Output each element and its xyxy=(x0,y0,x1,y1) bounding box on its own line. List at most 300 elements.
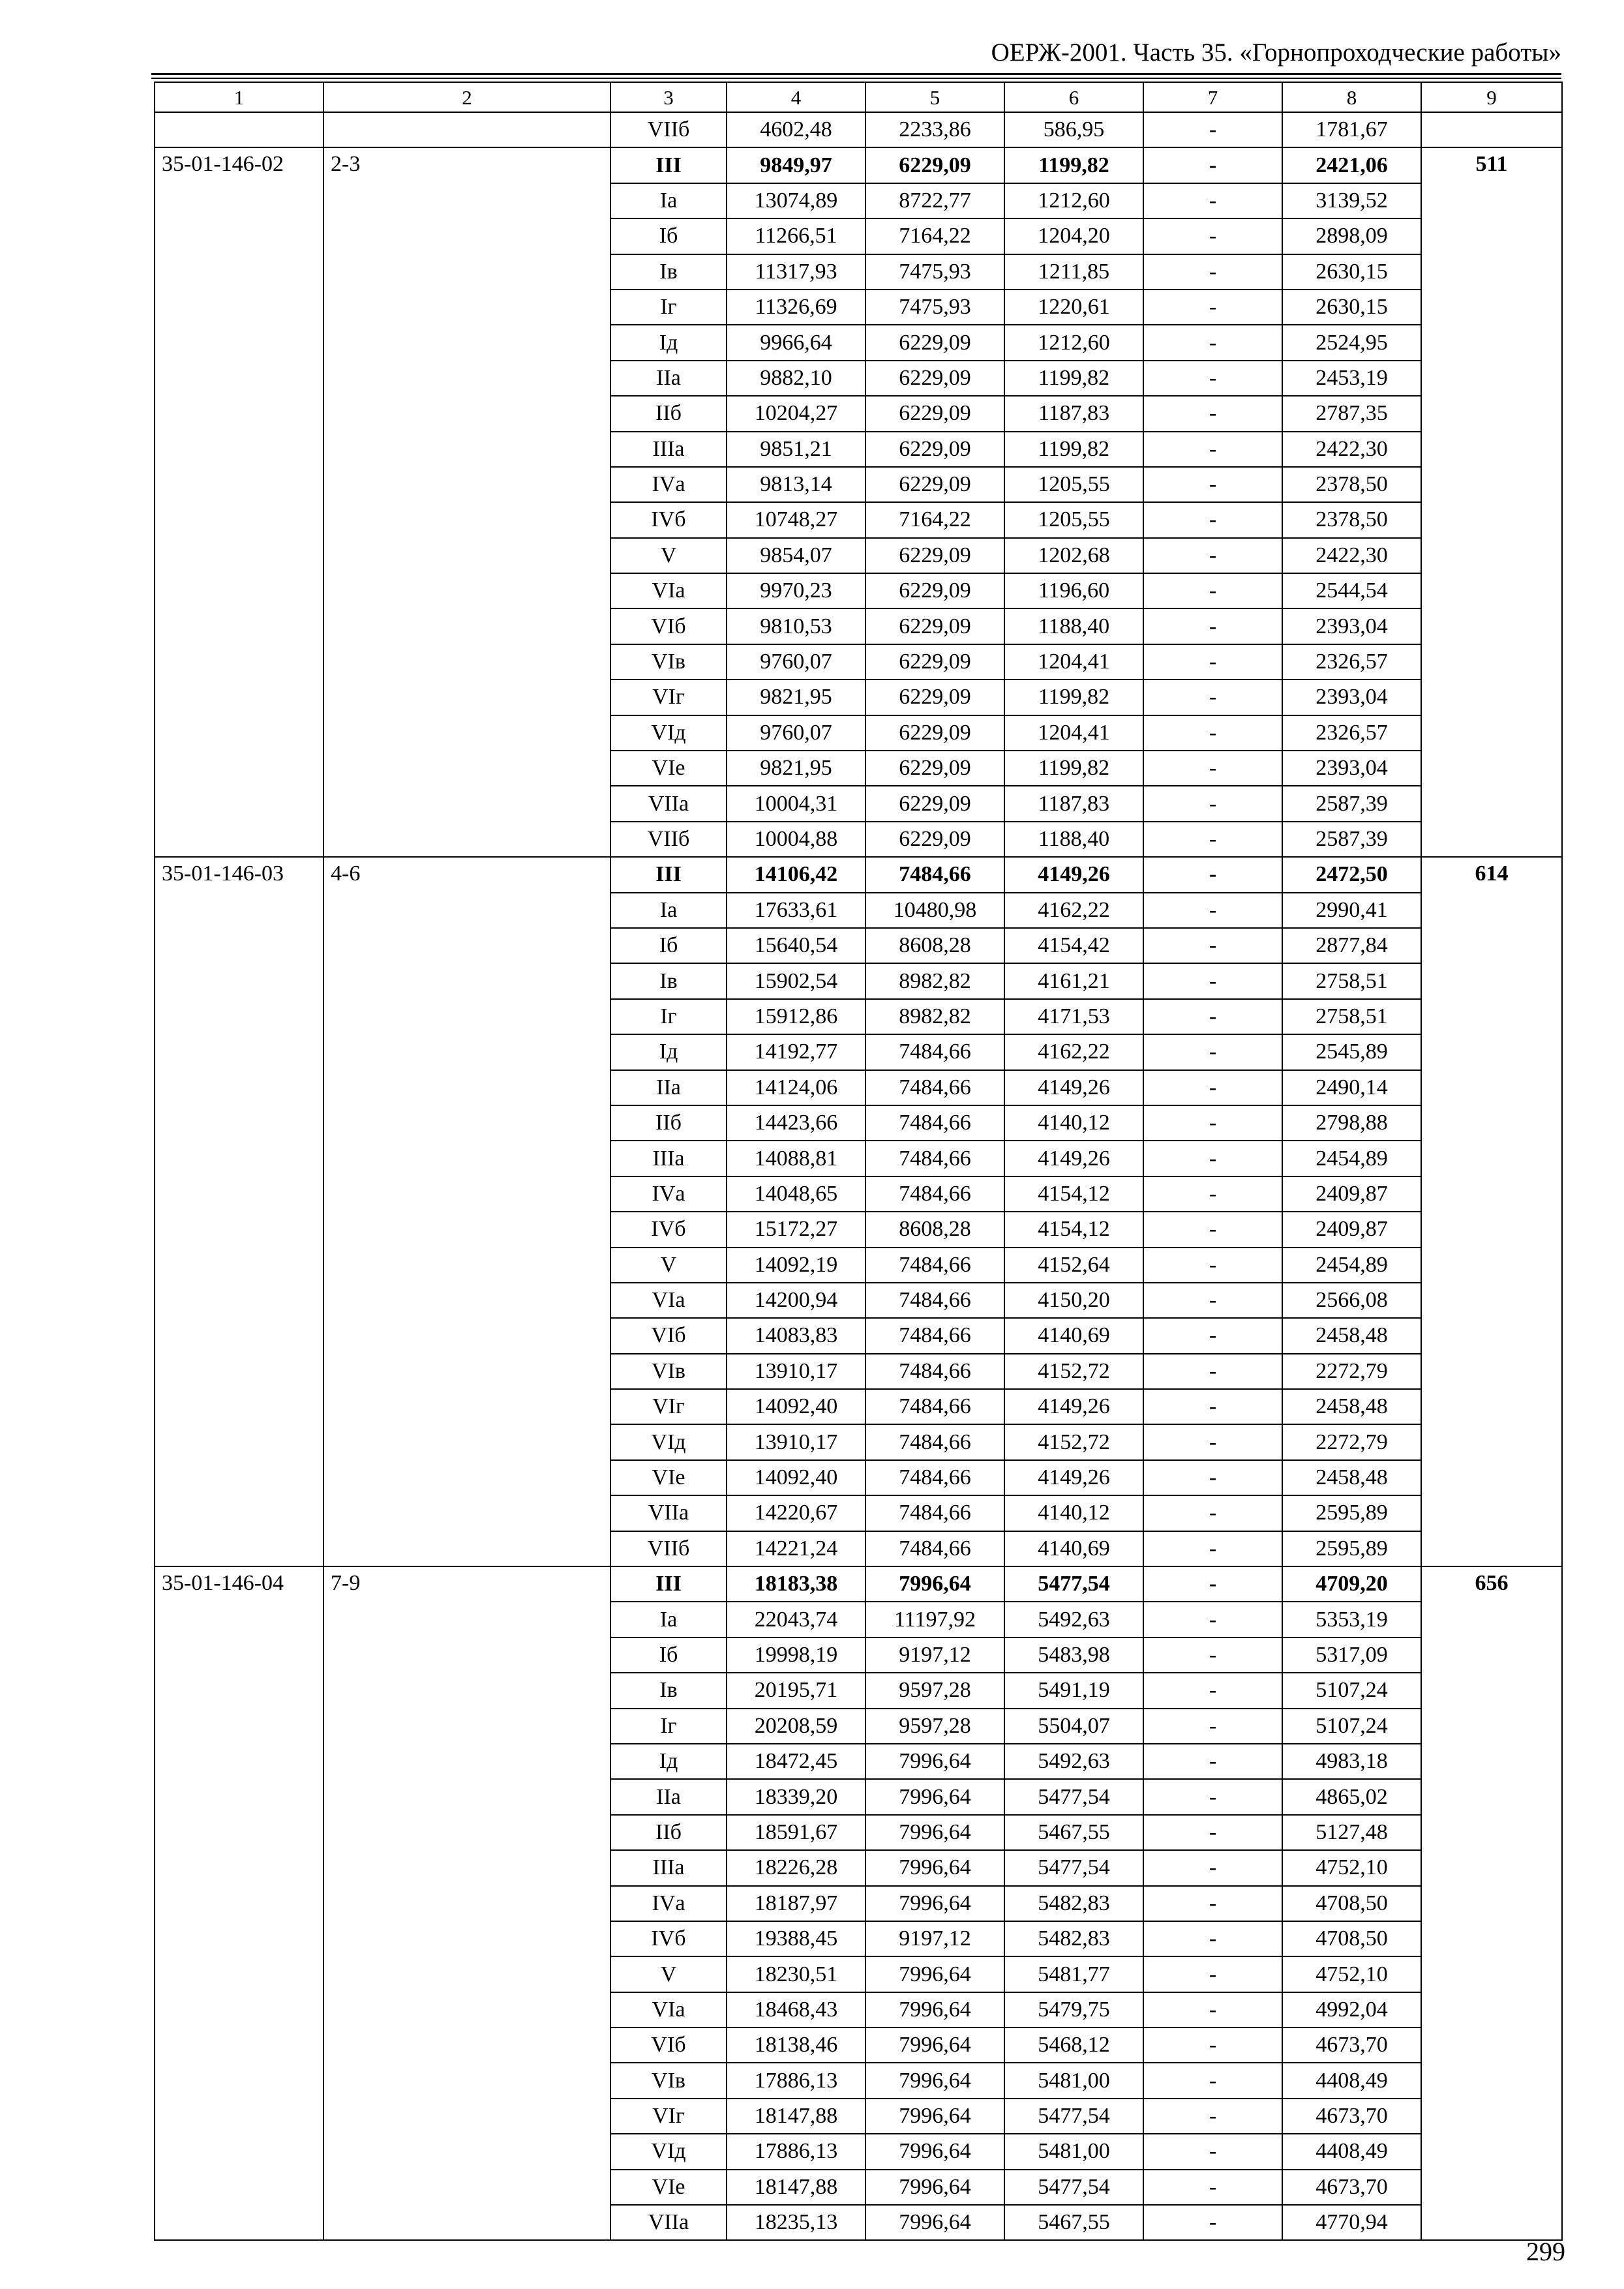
value-cell: VIIа xyxy=(610,786,727,821)
value-cell: 1188,40 xyxy=(1004,822,1143,857)
value-cell: 7484,66 xyxy=(865,1495,1004,1531)
value-cell: IIIа xyxy=(610,432,727,467)
value-cell: - xyxy=(1143,608,1282,644)
value-cell: 2422,30 xyxy=(1282,538,1421,573)
value-cell: 2472,50 xyxy=(1282,857,1421,892)
value-cell: 7484,66 xyxy=(865,1070,1004,1105)
value-cell: 1204,41 xyxy=(1004,644,1143,680)
value-cell: 14106,42 xyxy=(727,857,865,892)
value-cell: 2409,87 xyxy=(1282,1176,1421,1212)
value-cell: 7484,66 xyxy=(865,1460,1004,1495)
value-cell: 7475,93 xyxy=(865,290,1004,325)
column-number: 8 xyxy=(1282,82,1421,112)
value-cell: 2378,50 xyxy=(1282,502,1421,537)
value-cell: 15172,27 xyxy=(727,1212,865,1247)
value-cell: 1204,41 xyxy=(1004,715,1143,751)
value-cell: - xyxy=(1143,1673,1282,1708)
value-cell: VIIа xyxy=(610,1495,727,1531)
value-cell: 2595,89 xyxy=(1282,1495,1421,1531)
value-cell: VIд xyxy=(610,2134,727,2169)
value-cell: VIе xyxy=(610,751,727,786)
column-number: 9 xyxy=(1421,82,1562,112)
value-cell: 8608,28 xyxy=(865,928,1004,963)
value-cell: 9197,12 xyxy=(865,1638,1004,1673)
value-cell: 5477,54 xyxy=(1004,1850,1143,1885)
value-cell: 18147,88 xyxy=(727,2170,865,2205)
value-cell: 5481,77 xyxy=(1004,1956,1143,1992)
value-cell: 20195,71 xyxy=(727,1673,865,1708)
value-cell: - xyxy=(1143,147,1282,183)
value-cell: 4408,49 xyxy=(1282,2063,1421,2098)
value-cell: 7996,64 xyxy=(865,1815,1004,1850)
column-number: 2 xyxy=(323,82,610,112)
value-cell: - xyxy=(1143,822,1282,857)
value-cell: 14200,94 xyxy=(727,1283,865,1318)
value-cell: 5467,55 xyxy=(1004,2205,1143,2240)
value-cell: 13910,17 xyxy=(727,1354,865,1389)
value-cell: 1199,82 xyxy=(1004,751,1143,786)
value-cell: 14423,66 xyxy=(727,1105,865,1141)
value-cell: VIIб xyxy=(610,1531,727,1566)
value-cell: - xyxy=(1143,183,1282,218)
value-cell: Iб xyxy=(610,1638,727,1673)
value-cell: 6229,09 xyxy=(865,822,1004,857)
value-cell: IVб xyxy=(610,1921,727,1956)
value-cell: IIа xyxy=(610,1070,727,1105)
value-cell: 4673,70 xyxy=(1282,2099,1421,2134)
value-cell: 18147,88 xyxy=(727,2099,865,2134)
value-cell: 1212,60 xyxy=(1004,325,1143,360)
value-cell: 6229,09 xyxy=(865,467,1004,502)
value-cell: 11266,51 xyxy=(727,218,865,254)
column-number: 6 xyxy=(1004,82,1143,112)
value-cell: 9760,07 xyxy=(727,644,865,680)
value-cell: 7484,66 xyxy=(865,1105,1004,1141)
value-cell: 7484,66 xyxy=(865,1283,1004,1318)
value-cell: - xyxy=(1143,538,1282,573)
value-cell: - xyxy=(1143,1389,1282,1424)
value-cell: 2409,87 xyxy=(1282,1212,1421,1247)
value-cell: - xyxy=(1143,290,1282,325)
value-cell: 5467,55 xyxy=(1004,1815,1143,1850)
value-cell: - xyxy=(1143,502,1282,537)
value-cell: 1220,61 xyxy=(1004,290,1143,325)
value-cell: 7484,66 xyxy=(865,1176,1004,1212)
column-number: 4 xyxy=(727,82,865,112)
value-cell: 7484,66 xyxy=(865,1141,1004,1176)
value-cell: 2454,89 xyxy=(1282,1248,1421,1283)
value-cell: 1202,68 xyxy=(1004,538,1143,573)
value-cell: 2422,30 xyxy=(1282,432,1421,467)
value-cell: - xyxy=(1143,1460,1282,1495)
rate-code: 35-01-146-04 xyxy=(155,1566,323,2240)
value-cell: 2421,06 xyxy=(1282,147,1421,183)
value-cell: V xyxy=(610,1956,727,1992)
value-cell: 4149,26 xyxy=(1004,1460,1143,1495)
value-cell: 2393,04 xyxy=(1282,751,1421,786)
rate-code: 35-01-146-03 xyxy=(155,857,323,1566)
value-cell: 2787,35 xyxy=(1282,396,1421,431)
value-cell: 9849,97 xyxy=(727,147,865,183)
value-cell: - xyxy=(1143,751,1282,786)
group-range: 4-6 xyxy=(323,857,610,1566)
value-cell: 7164,22 xyxy=(865,502,1004,537)
header-rule-thin xyxy=(151,78,1561,79)
value-cell: 6229,09 xyxy=(865,538,1004,573)
value-cell: 14092,40 xyxy=(727,1389,865,1424)
value-cell: VIа xyxy=(610,1992,727,2027)
rate-code: 35-01-146-02 xyxy=(155,147,323,857)
value-cell: 7996,64 xyxy=(865,1886,1004,1921)
value-cell: IVб xyxy=(610,502,727,537)
value-cell: - xyxy=(1143,644,1282,680)
value-cell: 5481,00 xyxy=(1004,2134,1143,2169)
value-cell: 18226,28 xyxy=(727,1850,865,1885)
value-cell: 2272,79 xyxy=(1282,1424,1421,1459)
value-cell: - xyxy=(1143,2027,1282,2063)
value-cell: Iб xyxy=(610,218,727,254)
value-cell: 14088,81 xyxy=(727,1141,865,1176)
value-cell: 2458,48 xyxy=(1282,1389,1421,1424)
value-cell: - xyxy=(1143,893,1282,928)
value-cell: 11326,69 xyxy=(727,290,865,325)
value-cell: 2393,04 xyxy=(1282,608,1421,644)
value-cell: IVа xyxy=(610,467,727,502)
value-cell: - xyxy=(1143,1566,1282,1602)
value-cell: 2877,84 xyxy=(1282,928,1421,963)
table-row xyxy=(155,112,1562,147)
value-cell: 4708,50 xyxy=(1282,1886,1421,1921)
value-cell: 7484,66 xyxy=(865,1248,1004,1283)
col9-value: 656 xyxy=(1421,1566,1562,2240)
value-cell: - xyxy=(1143,1886,1282,1921)
value-cell: IVа xyxy=(610,1176,727,1212)
value-cell: 7484,66 xyxy=(865,1318,1004,1353)
value-cell: 9966,64 xyxy=(727,325,865,360)
value-cell: 5107,24 xyxy=(1282,1709,1421,1744)
value-cell: - xyxy=(1143,254,1282,290)
value-cell: 1199,82 xyxy=(1004,432,1143,467)
value-cell: 14092,19 xyxy=(727,1248,865,1283)
value-cell: 14221,24 xyxy=(727,1531,865,1566)
value-cell: - xyxy=(1143,1283,1282,1318)
value-cell: 1188,40 xyxy=(1004,608,1143,644)
value-cell: 1212,60 xyxy=(1004,183,1143,218)
value-cell: 2326,57 xyxy=(1282,644,1421,680)
value-cell: 9821,95 xyxy=(727,680,865,715)
value-cell: 7475,93 xyxy=(865,254,1004,290)
value-cell: 7996,64 xyxy=(865,2063,1004,2098)
value-cell: - xyxy=(1143,573,1282,608)
value-cell: Iд xyxy=(610,1034,727,1070)
value-cell: - xyxy=(1143,715,1282,751)
value-cell: Iд xyxy=(610,1744,727,1779)
column-number: 3 xyxy=(610,82,727,112)
value-cell: 19998,19 xyxy=(727,1638,865,1673)
value-cell: - xyxy=(1143,857,1282,892)
value-cell: 10748,27 xyxy=(727,502,865,537)
value-cell: VIIб xyxy=(610,112,727,147)
value-cell: 2453,19 xyxy=(1282,361,1421,396)
value-cell: 9821,95 xyxy=(727,751,865,786)
value-cell: 6229,09 xyxy=(865,147,1004,183)
value-cell: 7996,64 xyxy=(865,2170,1004,2205)
value-cell: 9851,21 xyxy=(727,432,865,467)
value-cell: IVа xyxy=(610,1886,727,1921)
value-cell: 5468,12 xyxy=(1004,2027,1143,2063)
value-cell: 4602,48 xyxy=(727,112,865,147)
value-cell: - xyxy=(1143,396,1282,431)
rates-table xyxy=(154,82,1563,2241)
value-cell: 5491,19 xyxy=(1004,1673,1143,1708)
value-cell: - xyxy=(1143,1531,1282,1566)
value-cell: Iг xyxy=(610,1709,727,1744)
value-cell: - xyxy=(1143,2099,1282,2134)
value-cell: 4154,12 xyxy=(1004,1212,1143,1247)
value-cell: 7996,64 xyxy=(865,1566,1004,1602)
value-cell: 4140,69 xyxy=(1004,1318,1143,1353)
value-cell: - xyxy=(1143,218,1282,254)
value-cell: - xyxy=(1143,1318,1282,1353)
rates-table-body xyxy=(155,82,1562,2240)
value-cell: 7484,66 xyxy=(865,1034,1004,1070)
value-cell: 9813,14 xyxy=(727,467,865,502)
value-cell: - xyxy=(1143,2170,1282,2205)
value-cell: 17633,61 xyxy=(727,893,865,928)
value-cell: 4673,70 xyxy=(1282,2027,1421,2063)
value-cell: 20208,59 xyxy=(727,1709,865,1744)
value-cell: 2272,79 xyxy=(1282,1354,1421,1389)
value-cell: 4865,02 xyxy=(1282,1779,1421,1814)
value-cell: 4140,12 xyxy=(1004,1495,1143,1531)
value-cell: 2458,48 xyxy=(1282,1460,1421,1495)
value-cell: 4709,20 xyxy=(1282,1566,1421,1602)
value-cell: 6229,09 xyxy=(865,680,1004,715)
table-row xyxy=(155,857,1562,892)
value-cell: 7996,64 xyxy=(865,1744,1004,1779)
value-cell: VIIа xyxy=(610,2205,727,2240)
value-cell: 5107,24 xyxy=(1282,1673,1421,1708)
value-cell: 1205,55 xyxy=(1004,467,1143,502)
value-cell: 5492,63 xyxy=(1004,1602,1143,1637)
value-cell: - xyxy=(1143,928,1282,963)
value-cell: - xyxy=(1143,467,1282,502)
value-cell: 4149,26 xyxy=(1004,1070,1143,1105)
value-cell: 586,95 xyxy=(1004,112,1143,147)
value-cell: 9597,28 xyxy=(865,1673,1004,1708)
value-cell: - xyxy=(1143,1992,1282,2027)
value-cell: IIб xyxy=(610,396,727,431)
value-cell: - xyxy=(1143,1709,1282,1744)
value-cell: 2454,89 xyxy=(1282,1141,1421,1176)
value-cell: - xyxy=(1143,999,1282,1034)
value-cell: 2798,88 xyxy=(1282,1105,1421,1141)
value-cell: 4152,72 xyxy=(1004,1424,1143,1459)
value-cell: - xyxy=(1143,963,1282,998)
value-cell: 1187,83 xyxy=(1004,396,1143,431)
value-cell: 14124,06 xyxy=(727,1070,865,1105)
value-cell: 6229,09 xyxy=(865,644,1004,680)
value-cell: 2458,48 xyxy=(1282,1318,1421,1353)
code-cell-empty xyxy=(155,112,323,147)
value-cell: 15640,54 xyxy=(727,928,865,963)
value-cell: - xyxy=(1143,1105,1282,1141)
value-cell: Iб xyxy=(610,928,727,963)
value-cell: 9970,23 xyxy=(727,573,865,608)
value-cell: 18339,20 xyxy=(727,1779,865,1814)
value-cell: 4161,21 xyxy=(1004,963,1143,998)
value-cell: 4154,42 xyxy=(1004,928,1143,963)
value-cell: 13074,89 xyxy=(727,183,865,218)
value-cell: 18138,46 xyxy=(727,2027,865,2063)
value-cell: 10480,98 xyxy=(865,893,1004,928)
value-cell: 19388,45 xyxy=(727,1921,865,1956)
value-cell: - xyxy=(1143,2134,1282,2169)
value-cell: 5481,00 xyxy=(1004,2063,1143,2098)
value-cell: 2545,89 xyxy=(1282,1034,1421,1070)
value-cell: 8608,28 xyxy=(865,1212,1004,1247)
value-cell: 7484,66 xyxy=(865,1531,1004,1566)
column-number-row xyxy=(155,82,1562,112)
value-cell: VIе xyxy=(610,1460,727,1495)
value-cell: Iа xyxy=(610,1602,727,1637)
col9-value: 614 xyxy=(1421,857,1562,1566)
value-cell: - xyxy=(1143,325,1282,360)
value-cell: VIг xyxy=(610,2099,727,2134)
table-row xyxy=(155,1566,1562,1602)
value-cell: 2393,04 xyxy=(1282,680,1421,715)
value-cell: III xyxy=(610,857,727,892)
value-cell: 6229,09 xyxy=(865,786,1004,821)
value-cell: 1211,85 xyxy=(1004,254,1143,290)
value-cell: 18235,13 xyxy=(727,2205,865,2240)
value-cell: 15902,54 xyxy=(727,963,865,998)
value-cell: Iг xyxy=(610,999,727,1034)
value-cell: - xyxy=(1143,1212,1282,1247)
value-cell: - xyxy=(1143,361,1282,396)
value-cell: VIб xyxy=(610,1318,727,1353)
value-cell: 5504,07 xyxy=(1004,1709,1143,1744)
value-cell: 7996,64 xyxy=(865,1992,1004,2027)
value-cell: VIе xyxy=(610,2170,727,2205)
value-cell: 6229,09 xyxy=(865,573,1004,608)
value-cell: 11317,93 xyxy=(727,254,865,290)
column-number: 7 xyxy=(1143,82,1282,112)
value-cell: - xyxy=(1143,1956,1282,1992)
value-cell: 4752,10 xyxy=(1282,1850,1421,1885)
value-cell: Iв xyxy=(610,963,727,998)
value-cell: - xyxy=(1143,1424,1282,1459)
value-cell: - xyxy=(1143,1495,1282,1531)
value-cell: - xyxy=(1143,1354,1282,1389)
value-cell: IIа xyxy=(610,1779,727,1814)
value-cell: 9810,53 xyxy=(727,608,865,644)
value-cell: VIв xyxy=(610,1354,727,1389)
value-cell: 4140,12 xyxy=(1004,1105,1143,1141)
value-cell: - xyxy=(1143,680,1282,715)
value-cell: 17886,13 xyxy=(727,2063,865,2098)
value-cell: 1199,82 xyxy=(1004,361,1143,396)
value-cell: 1204,20 xyxy=(1004,218,1143,254)
value-cell: - xyxy=(1143,2205,1282,2240)
value-cell: - xyxy=(1143,112,1282,147)
value-cell: - xyxy=(1143,1141,1282,1176)
value-cell: 14092,40 xyxy=(727,1460,865,1495)
value-cell: 4149,26 xyxy=(1004,1141,1143,1176)
value-cell: 2595,89 xyxy=(1282,1531,1421,1566)
value-cell: VIа xyxy=(610,573,727,608)
value-cell: 5127,48 xyxy=(1282,1815,1421,1850)
value-cell: 8982,82 xyxy=(865,999,1004,1034)
value-cell: IIб xyxy=(610,1105,727,1141)
value-cell: 4408,49 xyxy=(1282,2134,1421,2169)
value-cell: 6229,09 xyxy=(865,325,1004,360)
value-cell: - xyxy=(1143,1815,1282,1850)
value-cell: 2630,15 xyxy=(1282,290,1421,325)
value-cell: 8722,77 xyxy=(865,183,1004,218)
value-cell: 15912,86 xyxy=(727,999,865,1034)
value-cell: 2233,86 xyxy=(865,112,1004,147)
value-cell: 2758,51 xyxy=(1282,963,1421,998)
value-cell: - xyxy=(1143,786,1282,821)
value-cell: 11197,92 xyxy=(865,1602,1004,1637)
page-number: 299 xyxy=(1526,2237,1565,2266)
note-cell-empty xyxy=(323,112,610,147)
value-cell: VIб xyxy=(610,2027,727,2063)
value-cell: 1187,83 xyxy=(1004,786,1143,821)
value-cell: VIд xyxy=(610,715,727,751)
value-cell: VIб xyxy=(610,608,727,644)
value-cell: - xyxy=(1143,1779,1282,1814)
value-cell: 7996,64 xyxy=(865,1850,1004,1885)
value-cell: 4152,72 xyxy=(1004,1354,1143,1389)
value-cell: 18472,45 xyxy=(727,1744,865,1779)
value-cell: 2990,41 xyxy=(1282,893,1421,928)
value-cell: 6229,09 xyxy=(865,432,1004,467)
value-cell: 2490,14 xyxy=(1282,1070,1421,1105)
value-cell: 9854,07 xyxy=(727,538,865,573)
value-cell: - xyxy=(1143,1744,1282,1779)
value-cell: 1199,82 xyxy=(1004,680,1143,715)
value-cell: IIа xyxy=(610,361,727,396)
value-cell: Iд xyxy=(610,325,727,360)
value-cell: 2758,51 xyxy=(1282,999,1421,1034)
value-cell: V xyxy=(610,538,727,573)
value-cell: 5482,83 xyxy=(1004,1921,1143,1956)
page-header-title: ОЕРЖ-2001. Часть 35. «Горнопроходческие работы» xyxy=(991,38,1561,67)
value-cell: 7996,64 xyxy=(865,2099,1004,2134)
value-cell: 18187,97 xyxy=(727,1886,865,1921)
value-cell: 6229,09 xyxy=(865,608,1004,644)
value-cell: - xyxy=(1143,1034,1282,1070)
value-cell: 4149,26 xyxy=(1004,857,1143,892)
value-cell: 10004,88 xyxy=(727,822,865,857)
value-cell: 4162,22 xyxy=(1004,893,1143,928)
value-cell: 7484,66 xyxy=(865,1354,1004,1389)
value-cell: 5477,54 xyxy=(1004,2170,1143,2205)
value-cell: 2587,39 xyxy=(1282,822,1421,857)
value-cell: 7484,66 xyxy=(865,1424,1004,1459)
value-cell: VIв xyxy=(610,2063,727,2098)
value-cell: 6229,09 xyxy=(865,396,1004,431)
value-cell: 5477,54 xyxy=(1004,1566,1143,1602)
value-cell: IVб xyxy=(610,1212,727,1247)
value-cell: III xyxy=(610,147,727,183)
value-cell: 2898,09 xyxy=(1282,218,1421,254)
value-cell: - xyxy=(1143,1602,1282,1637)
value-cell: 4149,26 xyxy=(1004,1389,1143,1424)
value-cell: 5482,83 xyxy=(1004,1886,1143,1921)
